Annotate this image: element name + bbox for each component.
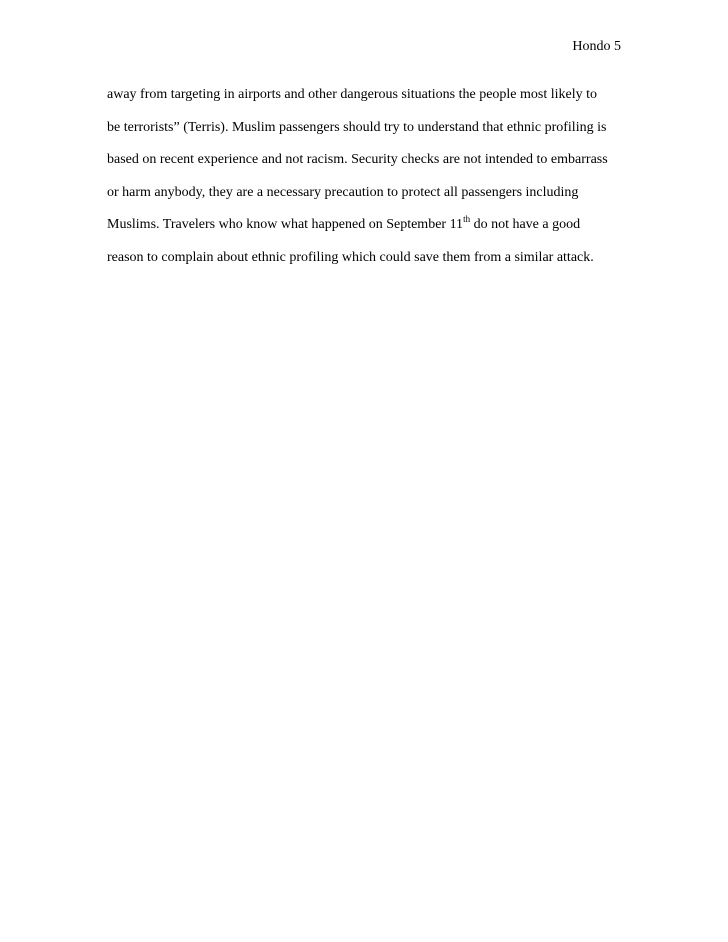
text-line <box>107 209 627 242</box>
text-line: based on recent experience and not racism. Security checks are not intended to embarrass <box>107 152 608 167</box>
body-paragraph <box>107 79 627 274</box>
text-line: be terrorists” (Terris). Muslim passengers should try to understand that ethnic profiling is <box>107 119 607 135</box>
text-segment: Muslims. Travelers who know what happened on September 11 <box>107 217 464 232</box>
text-line: reason to complain about ethnic profiling which could save them from a similar attack. <box>107 249 594 265</box>
text-line: away from targeting in airports and other dangerous situations the people most likely to <box>107 87 598 102</box>
running-head: Hondo 5 <box>572 39 621 54</box>
ordinal-superscript: th <box>463 214 471 224</box>
text-line: or harm anybody, they are a necessary precaution to protect all passengers including <box>107 184 579 200</box>
text-segment: do not have a good <box>470 217 581 232</box>
